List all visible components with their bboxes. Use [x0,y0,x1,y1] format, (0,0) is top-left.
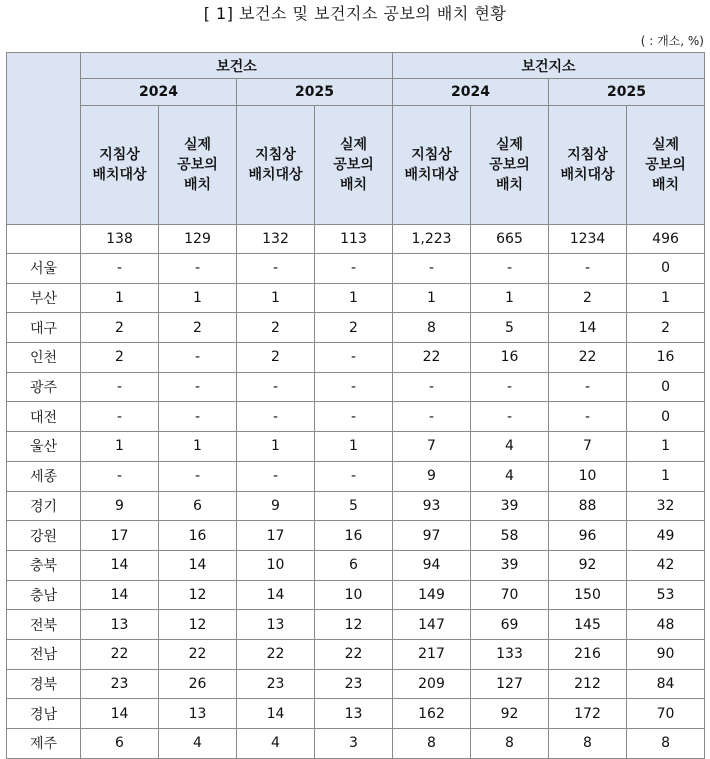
value-cell: 212 [549,669,627,699]
region-cell: 경북 [7,669,81,699]
value-cell: 92 [549,550,627,580]
value-cell: - [237,402,315,432]
value-cell: 2 [237,343,315,373]
value-cell: 23 [237,669,315,699]
value-cell: 58 [471,521,549,551]
value-cell: 2 [159,313,237,343]
value-cell: - [471,402,549,432]
total-value-cell: 138 [81,225,159,254]
value-cell: - [81,402,159,432]
value-cell: 133 [471,639,549,669]
value-cell: 12 [159,610,237,640]
value-cell: 0 [627,402,705,432]
value-cell: 7 [393,432,471,462]
value-cell: 14 [549,313,627,343]
value-cell: 1 [627,461,705,491]
value-cell: 8 [393,729,471,759]
table-row [7,550,705,580]
subheader-line: 공보의 [489,157,530,173]
value-cell: - [471,372,549,402]
value-cell: 1 [315,432,393,462]
value-cell: - [315,254,393,284]
total-value-cell: 496 [627,225,705,254]
value-cell: 2 [627,313,705,343]
table-row [7,432,705,462]
value-cell: 6 [315,550,393,580]
value-cell: 16 [315,521,393,551]
table-row [7,372,705,402]
table-title: [ 1] 보건소 및 보건지소 공보의 배치 현황 [203,4,507,23]
subheader-line: 배치 [183,177,212,193]
region-cell: 세종 [7,461,81,491]
value-cell: 17 [81,521,159,551]
subheader-line: 지침상 [255,147,296,163]
subheader-line: 배치 [495,177,524,193]
subheader-line: 공보의 [177,157,218,173]
year-header: 2025 [237,79,393,106]
value-cell: 4 [471,432,549,462]
total-value-cell: 129 [159,225,237,254]
value-cell: 8 [471,729,549,759]
value-cell: 92 [471,699,549,729]
value-cell: 22 [549,343,627,373]
value-cell: 26 [159,669,237,699]
subheader-actual-placement [159,106,237,225]
subheader-line: 실제 [183,137,212,153]
subheader-line: 실제 [495,137,524,153]
value-cell: - [549,254,627,284]
value-cell: 145 [549,610,627,640]
table-row [7,254,705,284]
value-cell: - [159,461,237,491]
value-cell: 5 [471,313,549,343]
value-cell: 5 [315,491,393,521]
table-row [7,610,705,640]
value-cell: 22 [159,639,237,669]
subheader-actual-placement [471,106,549,225]
value-cell: - [393,402,471,432]
value-cell: 149 [393,580,471,610]
value-cell: 23 [81,669,159,699]
region-cell: 강원 [7,521,81,551]
unit-note: ( : 개소, %) [640,34,704,48]
value-cell: 0 [627,372,705,402]
value-cell: 9 [393,461,471,491]
value-cell: 216 [549,639,627,669]
value-cell: 1 [159,432,237,462]
value-cell: 49 [627,521,705,551]
value-cell: 4 [237,729,315,759]
total-value-cell: 1234 [549,225,627,254]
value-cell: 12 [315,610,393,640]
value-cell: 2 [237,313,315,343]
value-cell: 12 [159,580,237,610]
value-cell: 10 [549,461,627,491]
table-row [7,313,705,343]
value-cell: 96 [549,521,627,551]
subheader-line: 공보의 [333,157,374,173]
value-cell: 8 [627,729,705,759]
value-cell: - [393,254,471,284]
value-cell: 2 [81,343,159,373]
value-cell: 13 [237,610,315,640]
table-row [7,669,705,699]
value-cell: 97 [393,521,471,551]
region-cell: 충남 [7,580,81,610]
value-cell: 1 [627,283,705,313]
region-cell: 경남 [7,699,81,729]
region-cell: 전북 [7,610,81,640]
value-cell: - [471,254,549,284]
value-cell: - [315,343,393,373]
value-cell: 1 [237,283,315,313]
value-cell: 8 [549,729,627,759]
year-header: 2024 [81,79,237,106]
value-cell: 16 [471,343,549,373]
value-cell: 39 [471,550,549,580]
value-cell: 2 [549,283,627,313]
value-cell: 1 [159,283,237,313]
value-cell: - [549,372,627,402]
value-cell: 172 [549,699,627,729]
value-cell: 53 [627,580,705,610]
value-cell: 217 [393,639,471,669]
value-cell: 22 [237,639,315,669]
value-cell: 6 [81,729,159,759]
value-cell: 48 [627,610,705,640]
value-cell: 32 [627,491,705,521]
subheader-line: 배치 [652,177,680,193]
value-cell: 14 [81,699,159,729]
region-cell: 전남 [7,639,81,669]
subheader-line: 지침상 [411,147,452,163]
region-header-cell [7,53,81,225]
value-cell: 22 [315,639,393,669]
value-cell: 4 [471,461,549,491]
value-cell: 9 [237,491,315,521]
value-cell: - [81,372,159,402]
group-header-health-subcenter: 보건지소 [393,53,705,79]
value-cell: 7 [549,432,627,462]
value-cell: 147 [393,610,471,640]
subheader-actual-placement [315,106,393,225]
value-cell: 150 [549,580,627,610]
value-cell: - [159,343,237,373]
value-cell: 70 [471,580,549,610]
subheader-line: 지침상 [99,147,140,163]
table-row [7,580,705,610]
subheader-line: 배치대상 [248,167,303,183]
subheader-guideline-target [237,106,315,225]
value-cell: - [315,461,393,491]
value-cell: - [315,402,393,432]
value-cell: 69 [471,610,549,640]
value-cell: - [237,254,315,284]
subheader-line: 배치대상 [560,167,615,183]
value-cell: 10 [237,550,315,580]
value-cell: 0 [627,254,705,284]
value-cell: 16 [159,521,237,551]
value-cell: 17 [237,521,315,551]
region-cell: 충북 [7,550,81,580]
table-row [7,491,705,521]
value-cell: - [315,372,393,402]
table-row [7,521,705,551]
value-cell: 84 [627,669,705,699]
table-row [7,729,705,759]
value-cell: 2 [315,313,393,343]
value-cell: 1 [393,283,471,313]
year-header: 2025 [549,79,705,106]
subheader-guideline-target [81,106,159,225]
value-cell: 42 [627,550,705,580]
subheader-line: 실제 [339,137,368,153]
region-cell: 경기 [7,491,81,521]
value-cell: 14 [237,580,315,610]
table-row [7,402,705,432]
value-cell: 3 [315,729,393,759]
table-row [7,461,705,491]
value-cell: - [159,402,237,432]
value-cell: 94 [393,550,471,580]
total-value-cell: 1,223 [393,225,471,254]
region-cell: 제주 [7,729,81,759]
subheader-line: 공보의 [645,157,686,173]
region-cell: 인천 [7,343,81,373]
total-label-cell [7,225,81,254]
value-cell: 93 [393,491,471,521]
value-cell: - [237,372,315,402]
value-cell: 88 [549,491,627,521]
value-cell: 14 [237,699,315,729]
value-cell: 16 [627,343,705,373]
value-cell: 6 [159,491,237,521]
value-cell: - [81,461,159,491]
value-cell: 23 [315,669,393,699]
value-cell: - [393,372,471,402]
region-cell: 대구 [7,313,81,343]
region-cell: 부산 [7,283,81,313]
value-cell: 1 [81,432,159,462]
value-cell: 13 [315,699,393,729]
value-cell: 127 [471,669,549,699]
value-cell: 4 [159,729,237,759]
value-cell: 22 [393,343,471,373]
value-cell: 14 [81,580,159,610]
value-cell: 70 [627,699,705,729]
subheader-guideline-target [393,106,471,225]
value-cell: 1 [315,283,393,313]
value-cell: - [549,402,627,432]
table-row [7,639,705,669]
value-cell: 10 [315,580,393,610]
staffing-table [6,52,705,759]
value-cell: - [159,372,237,402]
value-cell: 14 [159,550,237,580]
value-cell: - [81,254,159,284]
value-cell: 8 [393,313,471,343]
subheader-actual-placement [627,106,705,225]
value-cell: 13 [159,699,237,729]
value-cell: 14 [81,550,159,580]
region-cell: 서울 [7,254,81,284]
value-cell: 39 [471,491,549,521]
total-value-cell: 113 [315,225,393,254]
value-cell: 22 [81,639,159,669]
value-cell: 1 [627,432,705,462]
table-row [7,343,705,373]
subheader-line: 배치대상 [404,167,459,183]
value-cell: 209 [393,669,471,699]
value-cell: - [159,254,237,284]
total-value-cell: 132 [237,225,315,254]
total-row [7,225,705,254]
value-cell: 9 [81,491,159,521]
region-cell: 광주 [7,372,81,402]
subheader-line: 배치대상 [92,167,147,183]
value-cell: 1 [237,432,315,462]
value-cell: - [237,461,315,491]
subheader-line: 배치 [339,177,368,193]
value-cell: 13 [81,610,159,640]
region-cell: 울산 [7,432,81,462]
total-value-cell: 665 [471,225,549,254]
table-row [7,699,705,729]
group-header-health-center: 보건소 [81,53,393,79]
value-cell: 1 [81,283,159,313]
value-cell: 90 [627,639,705,669]
year-header: 2024 [393,79,549,106]
value-cell: 162 [393,699,471,729]
value-cell: 2 [81,313,159,343]
subheader-guideline-target [549,106,627,225]
table-row [7,283,705,313]
subheader-line: 지침상 [567,147,608,163]
subheader-line: 실제 [652,137,680,153]
region-cell: 대전 [7,402,81,432]
value-cell: 1 [471,283,549,313]
